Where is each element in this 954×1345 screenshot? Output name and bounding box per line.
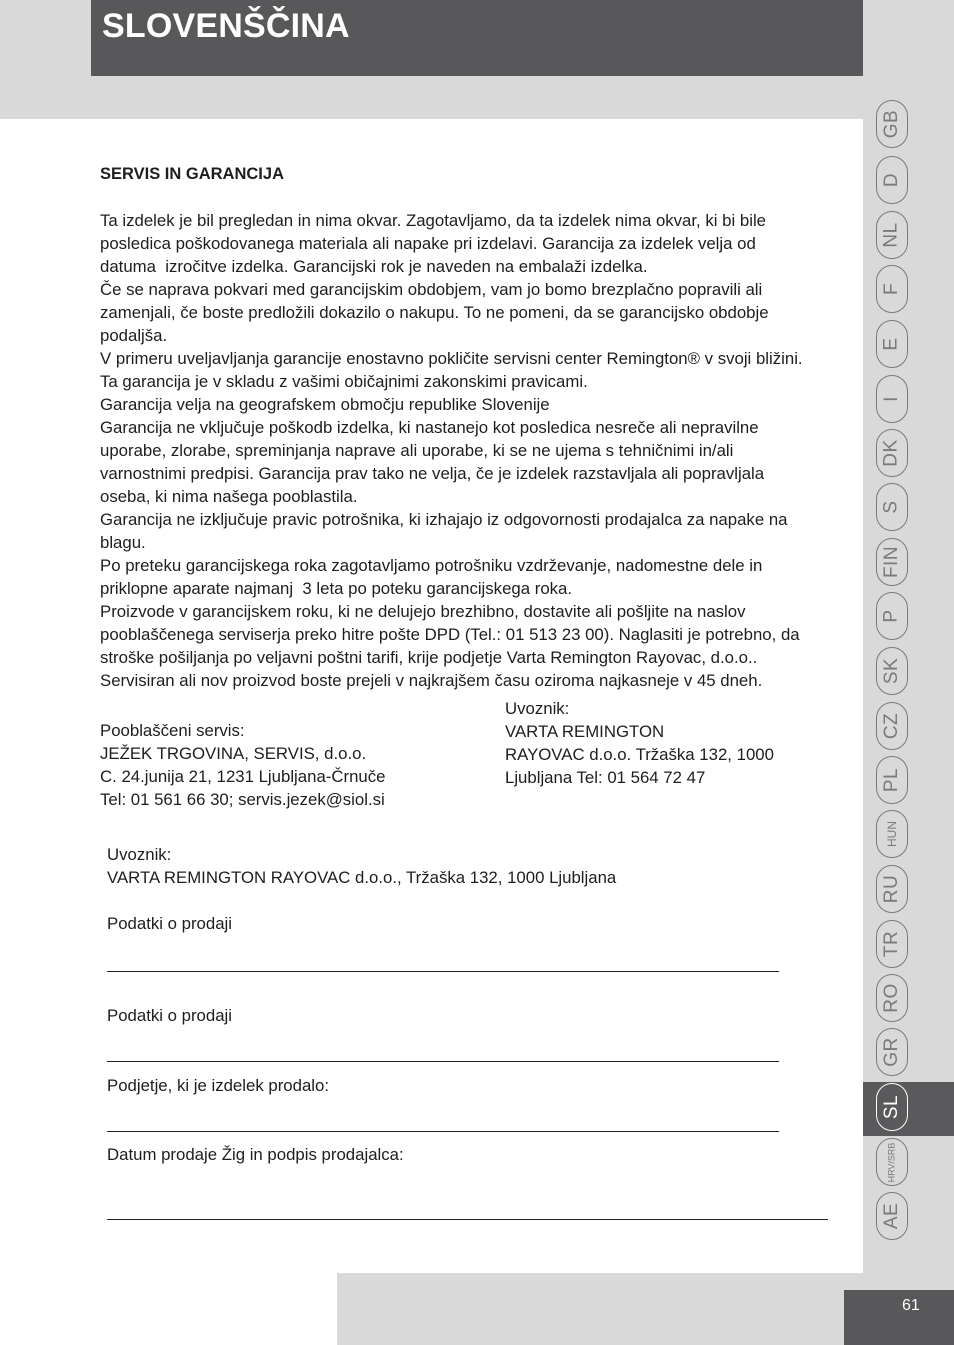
form-sale-data-label: Podatki o prodaji [107, 1006, 233, 1025]
lang-tab-s[interactable]: S [876, 483, 908, 531]
lang-tab-p[interactable]: P [876, 592, 908, 640]
language-tabs [863, 95, 954, 1245]
form-line-sale-data-2[interactable] [107, 1061, 779, 1062]
form-line-signature[interactable] [107, 1219, 828, 1220]
importer-line: Ljubljana Tel: 01 564 72 47 [505, 768, 706, 787]
servis-line: Tel: 01 561 66 30; servis.jezek@siol.si [100, 790, 385, 809]
lang-tab-f[interactable]: F [876, 265, 908, 313]
paragraph-6: Garancija ne vključuje poškodb izdelka, ki nastanejo kot posledica nesreče ali nepravilne uporabe, zlorabe, spreminjanja naprave ali uporabe, ki se ne ujema s tehničnimi in/ali varnostnimi predpisi. Garancija prav tako ne velja, če je izdelek razstavljala ali popravljala oseba, ki nima našega pooblastila. [100, 418, 765, 506]
lang-tab-d[interactable]: D [876, 156, 908, 204]
lang-tab-ru[interactable]: RU [876, 865, 908, 913]
lang-tab-e[interactable]: E [876, 320, 908, 368]
importer-line: VARTA REMINGTON [505, 722, 665, 741]
page-number-box [844, 1290, 954, 1345]
lang-tab-sl[interactable]: SL [876, 1083, 908, 1131]
paragraph-5: Garancija velja na geografskem območju republike Slovenije [100, 395, 550, 414]
form-importer-label: Uvoznik: [107, 845, 172, 864]
page-sheet-bottom [0, 1273, 337, 1345]
lang-tab-sk[interactable]: SK [876, 647, 908, 695]
form-sale-data-label: Podatki o prodaji [107, 914, 233, 933]
servis-line: Pooblaščeni servis: [100, 721, 245, 740]
importer-line: Uvoznik: [505, 699, 570, 718]
form-date-label: Datum prodaje Žig in podpis prodajalca: [107, 1145, 404, 1164]
lang-tab-gr[interactable]: GR [876, 1028, 908, 1076]
lang-tab-gb[interactable]: GB [876, 100, 908, 148]
form-seller-label: Podjetje, ki je izdelek prodalo: [107, 1076, 330, 1095]
lang-tab-ro[interactable]: RO [876, 974, 908, 1022]
lang-tab-dk[interactable]: DK [876, 429, 908, 477]
paragraph-2: Če se naprava pokvari med garancijskim obdobjem, vam jo bomo brezplačno popravili ali zamenjali, če boste predložili dokazilo o nakupu. To ne pomeni, da se garancijsko obdobje podaljša. [100, 280, 769, 345]
lang-tab-cz[interactable]: CZ [876, 702, 908, 750]
warranty-section [100, 163, 860, 692]
paragraph-4: Ta garancija je v skladu z vašimi običajnimi zakonskimi pravicami. [100, 372, 588, 391]
lang-tab-tr[interactable]: TR [876, 920, 908, 968]
importer-info [505, 697, 860, 789]
paragraph-9: Proizvode v garancijskem roku, ki ne delujejo brezhibno, dostavite ali pošljite na naslov pooblaščenega serviserja preko hitre pošte DPD (Tel.: 01 513 23 00). Naglasiti je potrebno, da stroške pošiljanja po veljavni poštni tarifi, krije podjetje Varta Remington Rayovac, d.o.o.. Servisiran ali nov proizvod boste prejeli v najkrajšem času oziroma najkasneje v 45 dneh. [100, 602, 800, 690]
paragraph-7: Garancija ne izključuje pravic potrošnika, ki izhajajo iz odgovornosti prodajalca za napake na blagu. [100, 510, 788, 552]
lang-tab-pl[interactable]: PL [876, 756, 908, 804]
page-number: 61 [902, 1297, 920, 1314]
lang-tab-i[interactable]: I [876, 375, 908, 423]
lang-tab-nl[interactable]: NL [876, 211, 908, 259]
form-line-sale-data-1[interactable] [107, 971, 779, 972]
servis-line: C. 24.junija 21, 1231 Ljubljana-Črnuče [100, 767, 386, 786]
section-heading: SERVIS IN GARANCIJA [100, 165, 284, 183]
page-title: SLOVENŠČINA [102, 7, 350, 45]
importer-line: RAYOVAC d.o.o. Tržaška 132, 1000 [505, 745, 774, 764]
form-importer-value: VARTA REMINGTON RAYOVAC d.o.o., Tržaška 132, 1000 Ljubljana [107, 868, 617, 887]
header-bar [91, 0, 863, 76]
form-line-seller[interactable] [107, 1131, 779, 1132]
servis-line: JEŽEK TRGOVINA, SERVIS, d.o.o. [100, 744, 367, 763]
paragraph-3: V primeru uveljavljanja garancije enostavno pokličite servisni center Remington® v svoji bližini. [100, 349, 803, 368]
lang-tab-fin[interactable]: FIN [876, 538, 908, 586]
lang-tab-ae[interactable]: AE [876, 1192, 908, 1240]
lang-tab-hun[interactable]: HUN [876, 810, 908, 858]
authorized-service [100, 719, 500, 811]
paragraph-8: Po preteku garancijskega roka zagotavljamo potrošniku vzdrževanje, nadomestne dele in priklopne aparate najmanj 3 leta po poteku garancijskega roka. [100, 556, 763, 598]
paragraph-1: Ta izdelek je bil pregledan in nima okvar. Zagotavljamo, da ta izdelek nima okvar, ki bi bile posledica poškodovanega materiala ali napake pri izdelavi. Garancija za izdelek velja od datuma izročitve izdelka. Garancijski rok je naveden na embalaži izdelka. [100, 211, 767, 276]
lang-tab-hrv-srb[interactable]: HRV/SRB [876, 1138, 908, 1186]
